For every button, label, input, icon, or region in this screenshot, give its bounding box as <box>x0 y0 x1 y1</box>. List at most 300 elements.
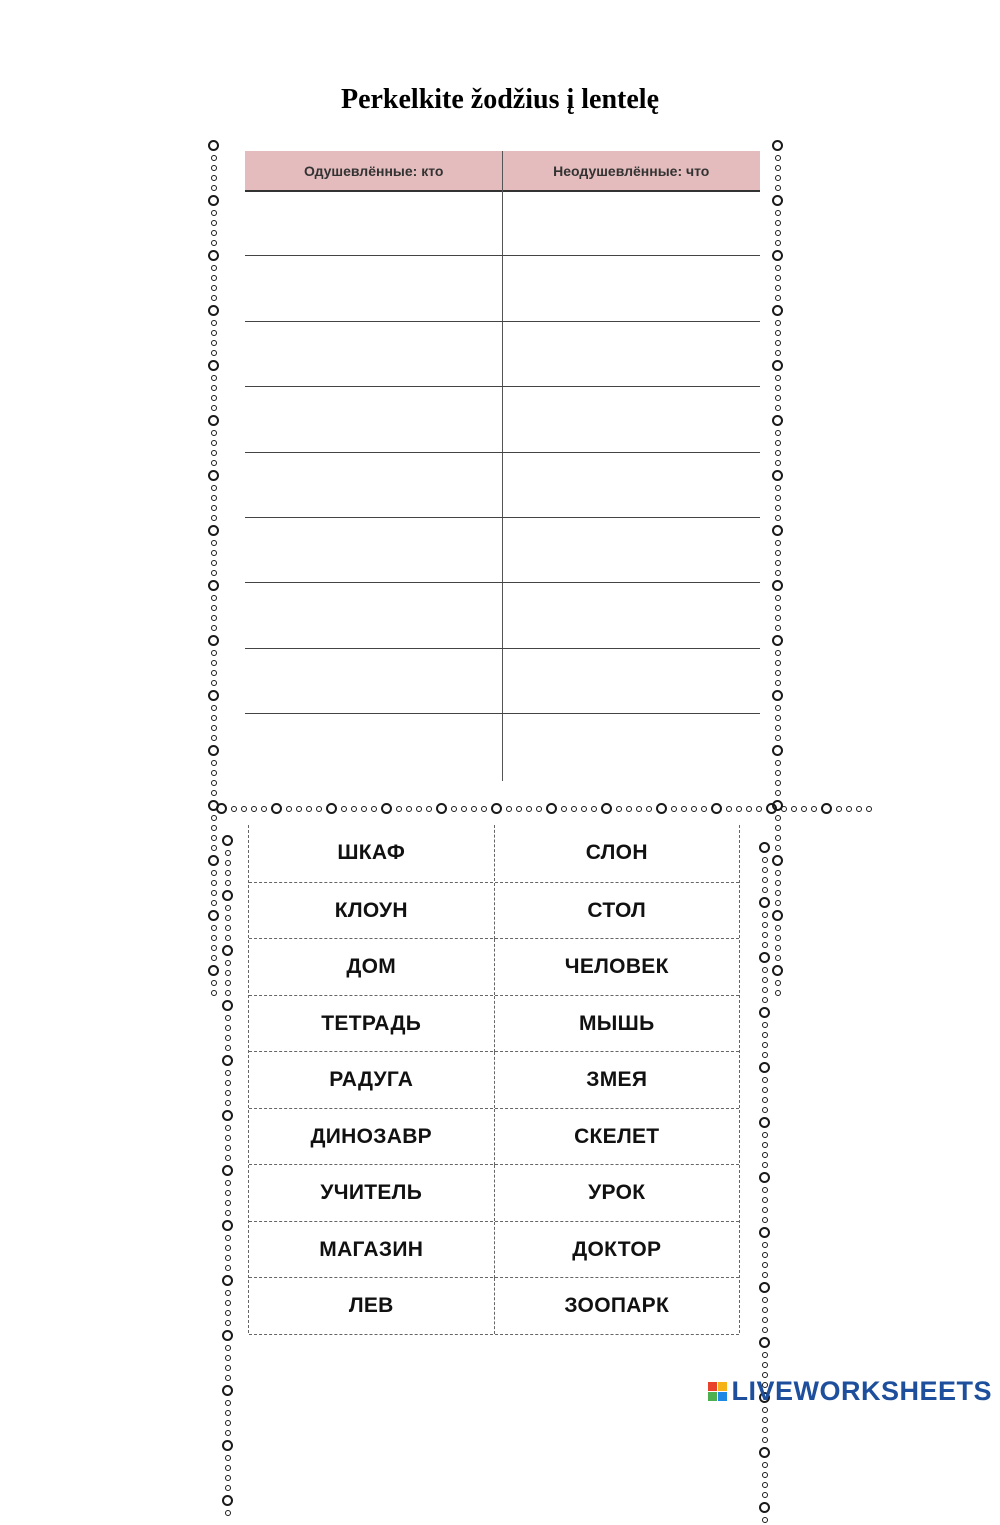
decorative-dot <box>211 605 217 611</box>
decorative-dot <box>211 320 217 326</box>
decorative-dot <box>211 780 217 786</box>
decorative-dot-border-left <box>208 138 219 998</box>
drop-zone-inanimate[interactable] <box>503 192 759 253</box>
decorative-dot <box>671 806 677 812</box>
decorative-dot <box>775 155 781 161</box>
decorative-dot <box>208 305 219 316</box>
decorative-dot <box>775 825 781 831</box>
decorative-dot <box>775 660 781 666</box>
decorative-dot <box>762 1217 768 1223</box>
decorative-dot <box>762 1242 768 1248</box>
decorative-dot <box>561 806 567 812</box>
decorative-dot <box>772 470 783 481</box>
decorative-dot <box>211 890 217 896</box>
decorative-dot <box>775 220 781 226</box>
decorative-dot <box>759 1007 770 1018</box>
decorative-dot <box>762 1472 768 1478</box>
decorative-dot <box>775 880 781 886</box>
decorative-dot <box>211 340 217 346</box>
drop-zone-animate[interactable] <box>245 454 501 515</box>
answer-row-line <box>245 321 760 322</box>
word-card[interactable]: СТОЛ <box>587 898 647 922</box>
decorative-dot <box>225 1365 231 1371</box>
decorative-dot <box>222 1330 233 1341</box>
decorative-dot <box>775 790 781 796</box>
decorative-dot <box>225 1265 231 1271</box>
decorative-dot <box>406 806 412 812</box>
decorative-dot <box>775 405 781 411</box>
decorative-dot <box>371 806 377 812</box>
decorative-dot <box>775 925 781 931</box>
word-card[interactable]: УЧИТЕЛЬ <box>249 1165 495 1221</box>
decorative-dot <box>775 285 781 291</box>
decorative-dot <box>361 806 367 812</box>
drop-zone-inanimate[interactable] <box>503 257 759 318</box>
decorative-dot <box>211 770 217 776</box>
decorative-dot <box>211 330 217 336</box>
drop-zone-inanimate[interactable] <box>503 454 759 515</box>
decorative-dot <box>762 1207 768 1213</box>
decorative-dot <box>211 295 217 301</box>
decorative-dot <box>211 650 217 656</box>
decorative-dot <box>775 780 781 786</box>
decorative-dot <box>681 806 687 812</box>
decorative-dot <box>211 505 217 511</box>
decorative-dot <box>772 965 783 976</box>
decorative-dot <box>208 360 219 371</box>
decorative-dot <box>801 806 807 812</box>
drop-zone-inanimate[interactable] <box>503 584 759 645</box>
decorative-dot <box>208 745 219 756</box>
drop-zone-inanimate[interactable] <box>503 388 759 449</box>
decorative-dot <box>775 230 781 236</box>
decorative-dot <box>211 835 217 841</box>
drop-zone-inanimate[interactable] <box>503 519 759 580</box>
decorative-dot <box>836 806 842 812</box>
drop-zone-animate[interactable] <box>245 323 501 384</box>
answer-row-line <box>245 713 760 714</box>
decorative-dot <box>225 1080 231 1086</box>
drop-zone-animate[interactable] <box>245 192 501 253</box>
decorative-dot <box>546 803 557 814</box>
card-row <box>249 825 739 881</box>
decorative-dot <box>225 925 231 931</box>
decorative-dot <box>762 1162 768 1168</box>
decorative-dot <box>762 1107 768 1113</box>
decorative-dot <box>222 1110 233 1121</box>
decorative-dot <box>225 1025 231 1031</box>
decorative-dot <box>225 850 231 856</box>
decorative-dot <box>536 806 542 812</box>
decorative-dot <box>762 1087 768 1093</box>
decorative-dot <box>208 855 219 866</box>
decorative-dot <box>225 1100 231 1106</box>
decorative-dot <box>261 806 267 812</box>
decorative-dot <box>526 806 532 812</box>
decorative-dot <box>762 932 768 938</box>
drop-zone-animate[interactable] <box>245 715 501 776</box>
card-row <box>249 882 739 939</box>
word-card[interactable]: МАГАЗИН <box>249 1222 495 1278</box>
decorative-dot <box>225 1090 231 1096</box>
decorative-dot <box>211 240 217 246</box>
decorative-dot <box>222 945 233 956</box>
decorative-dot <box>225 1430 231 1436</box>
decorative-dot <box>762 1032 768 1038</box>
decorative-dot <box>211 900 217 906</box>
decorative-dot <box>286 806 292 812</box>
decorative-dot <box>775 495 781 501</box>
decorative-dot <box>211 540 217 546</box>
decorative-dot <box>762 877 768 883</box>
decorative-dot <box>762 967 768 973</box>
decorative-dot <box>211 715 217 721</box>
decorative-dot <box>211 790 217 796</box>
decorative-dot <box>775 705 781 711</box>
decorative-dot <box>225 935 231 941</box>
decorative-dot <box>656 803 667 814</box>
decorative-dot <box>762 1307 768 1313</box>
decorative-dot <box>211 155 217 161</box>
card-row <box>249 1164 739 1221</box>
decorative-dot <box>775 350 781 356</box>
decorative-dot <box>211 615 217 621</box>
decorative-dot <box>775 550 781 556</box>
decorative-dot <box>746 806 752 812</box>
decorative-dot <box>772 690 783 701</box>
decorative-dot <box>775 440 781 446</box>
decorative-dot <box>225 870 231 876</box>
decorative-dot <box>225 1255 231 1261</box>
decorative-dot <box>762 922 768 928</box>
answer-row-line <box>245 582 760 583</box>
decorative-dot <box>225 1210 231 1216</box>
decorative-dot <box>225 1035 231 1041</box>
decorative-dot <box>772 140 783 151</box>
word-card[interactable]: КЛОУН <box>249 883 495 939</box>
decorative-dot <box>775 735 781 741</box>
decorative-dot <box>762 1407 768 1413</box>
decorative-dot <box>762 1492 768 1498</box>
decorative-dot <box>211 210 217 216</box>
word-card[interactable]: ДОКТОР <box>572 1237 662 1261</box>
decorative-dot <box>762 1022 768 1028</box>
decorative-dot <box>211 185 217 191</box>
decorative-dot <box>211 550 217 556</box>
decorative-dot <box>211 825 217 831</box>
word-card[interactable]: УРОК <box>588 1181 646 1204</box>
decorative-dot <box>762 1462 768 1468</box>
decorative-dot <box>222 1440 233 1451</box>
decorative-dot <box>211 670 217 676</box>
decorative-dot <box>208 635 219 646</box>
decorative-dot <box>775 375 781 381</box>
decorative-dot <box>316 806 322 812</box>
word-card[interactable]: РАДУГА <box>249 1052 495 1108</box>
drop-zone-animate[interactable] <box>245 584 501 645</box>
word-card[interactable]: ЗООПАРК <box>564 1294 670 1317</box>
word-card[interactable]: ЧЕЛОВЕК <box>564 955 669 978</box>
drop-zone-animate[interactable] <box>245 519 501 580</box>
decorative-dot <box>211 990 217 996</box>
header-inanimate: Неодушевлённые: что <box>553 162 710 179</box>
decorative-dot <box>775 505 781 511</box>
decorative-dot <box>762 1327 768 1333</box>
decorative-dot <box>225 980 231 986</box>
decorative-dot <box>762 1042 768 1048</box>
decorative-dot <box>225 1410 231 1416</box>
decorative-dot <box>208 195 219 206</box>
decorative-dot <box>461 806 467 812</box>
answer-row-line <box>245 648 760 649</box>
decorative-dot <box>775 295 781 301</box>
word-card[interactable]: СКЕЛЕТ <box>574 1124 660 1148</box>
decorative-dot <box>296 806 302 812</box>
card-row <box>249 1277 739 1335</box>
answer-row-line <box>245 386 760 387</box>
decorative-dot <box>225 1320 231 1326</box>
decorative-dot <box>762 1317 768 1323</box>
decorative-dot <box>211 935 217 941</box>
decorative-dot <box>772 305 783 316</box>
decorative-dot <box>225 1235 231 1241</box>
decorative-dot <box>775 165 781 171</box>
decorative-dot <box>326 803 337 814</box>
decorative-dot <box>772 855 783 866</box>
decorative-dot <box>211 385 217 391</box>
decorative-dot <box>759 1337 770 1348</box>
word-card[interactable]: ЗМЕЯ <box>586 1068 648 1091</box>
decorative-dot <box>491 803 502 814</box>
decorative-dot <box>211 350 217 356</box>
decorative-dot <box>222 1165 233 1176</box>
decorative-dot <box>271 803 282 814</box>
answer-row-line <box>245 452 760 453</box>
word-card[interactable]: СЛОН <box>585 841 648 864</box>
decorative-dot <box>762 1437 768 1443</box>
card-row <box>249 1051 739 1108</box>
drop-zone-inanimate[interactable] <box>503 323 759 384</box>
word-card[interactable]: ДИНОЗАВР <box>249 1109 495 1165</box>
decorative-dot <box>736 806 742 812</box>
decorative-dot <box>772 250 783 261</box>
decorative-dot <box>775 980 781 986</box>
decorative-dot <box>211 880 217 886</box>
decorative-dot <box>775 890 781 896</box>
decorative-dot <box>781 806 787 812</box>
decorative-dot <box>211 955 217 961</box>
liveworksheets-logo-icon <box>708 1382 727 1401</box>
card-row <box>249 938 739 995</box>
decorative-dot <box>775 460 781 466</box>
decorative-dot <box>856 806 862 812</box>
decorative-dot <box>208 910 219 921</box>
decorative-dot <box>775 450 781 456</box>
decorative-dot-border-bottom <box>214 803 874 814</box>
word-card[interactable]: ЛЕВ <box>249 1278 495 1334</box>
decorative-dot <box>211 165 217 171</box>
decorative-dot <box>251 806 257 812</box>
decorative-dot <box>211 285 217 291</box>
decorative-dot <box>762 1417 768 1423</box>
decorative-dot <box>216 803 227 814</box>
decorative-dot <box>211 760 217 766</box>
decorative-dot <box>211 485 217 491</box>
decorative-dot <box>762 942 768 948</box>
word-card[interactable]: ДОМ <box>249 939 495 995</box>
decorative-dot <box>211 870 217 876</box>
brand <box>708 1376 992 1407</box>
decorative-dot <box>225 1180 231 1186</box>
decorative-dot-border-left-cards <box>222 833 233 1518</box>
decorative-dot <box>225 1125 231 1131</box>
decorative-dot <box>762 1362 768 1368</box>
decorative-dot <box>211 705 217 711</box>
decorative-dot <box>222 1275 233 1286</box>
decorative-dot <box>211 570 217 576</box>
decorative-dot <box>208 580 219 591</box>
decorative-dot <box>211 450 217 456</box>
decorative-dot <box>208 415 219 426</box>
decorative-dot <box>775 955 781 961</box>
logo-square <box>718 1392 727 1401</box>
decorative-dot <box>775 815 781 821</box>
decorative-dot <box>762 997 768 1003</box>
drop-zone-animate[interactable] <box>245 388 501 449</box>
decorative-dot <box>211 375 217 381</box>
decorative-dot <box>426 806 432 812</box>
decorative-dot <box>791 806 797 812</box>
decorative-dot <box>711 803 722 814</box>
decorative-dot <box>775 340 781 346</box>
answer-row-line <box>245 255 760 256</box>
word-card[interactable]: ШКАФ <box>249 825 495 881</box>
decorative-dot <box>222 1055 233 1066</box>
decorative-dot <box>772 360 783 371</box>
decorative-dot <box>775 175 781 181</box>
decorative-dot <box>759 1282 770 1293</box>
decorative-dot <box>775 945 781 951</box>
decorative-dot <box>775 900 781 906</box>
decorative-dot <box>222 890 233 901</box>
decorative-dot-border-right-cards <box>759 840 770 1525</box>
decorative-dot <box>225 1400 231 1406</box>
decorative-dot <box>225 1420 231 1426</box>
decorative-dot <box>416 806 422 812</box>
decorative-dot <box>766 803 777 814</box>
decorative-dot <box>775 485 781 491</box>
decorative-dot <box>759 952 770 963</box>
decorative-dot <box>775 515 781 521</box>
decorative-dot <box>772 195 783 206</box>
decorative-dot <box>762 912 768 918</box>
drop-zone-animate[interactable] <box>245 650 501 711</box>
drop-zone-inanimate[interactable] <box>503 715 759 776</box>
decorative-dot <box>351 806 357 812</box>
decorative-dot <box>211 220 217 226</box>
decorative-dot <box>636 806 642 812</box>
word-card[interactable]: ТЕТРАДЬ <box>249 996 495 1052</box>
decorative-dot <box>225 970 231 976</box>
decorative-dot <box>208 140 219 151</box>
decorative-dot <box>762 1482 768 1488</box>
decorative-dot <box>759 1447 770 1458</box>
decorative-dot <box>772 635 783 646</box>
decorative-dot <box>762 1352 768 1358</box>
decorative-dot <box>225 1485 231 1491</box>
decorative-dot <box>481 806 487 812</box>
decorative-dot <box>225 1145 231 1151</box>
decorative-dot <box>759 1117 770 1128</box>
decorative-dot <box>222 1495 233 1506</box>
decorative-dot <box>225 1375 231 1381</box>
decorative-dot <box>775 540 781 546</box>
decorative-dot <box>225 1190 231 1196</box>
decorative-dot <box>225 1045 231 1051</box>
decorative-dot <box>225 1345 231 1351</box>
decorative-dot <box>211 495 217 501</box>
decorative-dot <box>759 1502 770 1513</box>
header-animate: Одушевлённые: кто <box>304 162 444 179</box>
decorative-dot <box>241 806 247 812</box>
decorative-dot <box>225 1310 231 1316</box>
decorative-dot <box>775 670 781 676</box>
card-row <box>249 1221 739 1278</box>
decorative-dot <box>211 275 217 281</box>
decorative-dot <box>211 230 217 236</box>
decorative-dot <box>646 806 652 812</box>
decorative-dot <box>225 860 231 866</box>
drop-zone-animate[interactable] <box>245 257 501 318</box>
logo-square <box>718 1382 727 1391</box>
decorative-dot <box>775 935 781 941</box>
decorative-dot <box>396 806 402 812</box>
decorative-dot <box>772 580 783 591</box>
decorative-dot <box>756 806 762 812</box>
decorative-dot <box>775 680 781 686</box>
decorative-dot <box>451 806 457 812</box>
decorative-dot <box>775 845 781 851</box>
decorative-dot <box>762 1262 768 1268</box>
decorative-dot <box>208 470 219 481</box>
decorative-dot <box>571 806 577 812</box>
decorative-dot <box>775 715 781 721</box>
word-card[interactable]: МЫШЬ <box>579 1011 655 1035</box>
decorative-dot <box>211 265 217 271</box>
decorative-dot <box>691 806 697 812</box>
decorative-dot <box>211 660 217 666</box>
decorative-dot <box>516 806 522 812</box>
drop-zone-inanimate[interactable] <box>503 650 759 711</box>
decorative-dot <box>471 806 477 812</box>
decorative-dot <box>581 806 587 812</box>
card-row <box>249 1108 739 1165</box>
decorative-dot <box>775 395 781 401</box>
decorative-dot <box>211 395 217 401</box>
decorative-dot <box>211 735 217 741</box>
decorative-dot <box>211 595 217 601</box>
decorative-dot <box>211 980 217 986</box>
decorative-dot <box>726 806 732 812</box>
decorative-dot <box>775 870 781 876</box>
decorative-dot <box>208 690 219 701</box>
decorative-dot <box>775 185 781 191</box>
decorative-dot <box>225 1200 231 1206</box>
decorative-dot <box>211 560 217 566</box>
decorative-dot <box>775 770 781 776</box>
logo-square <box>708 1392 717 1401</box>
decorative-dot <box>222 1385 233 1396</box>
